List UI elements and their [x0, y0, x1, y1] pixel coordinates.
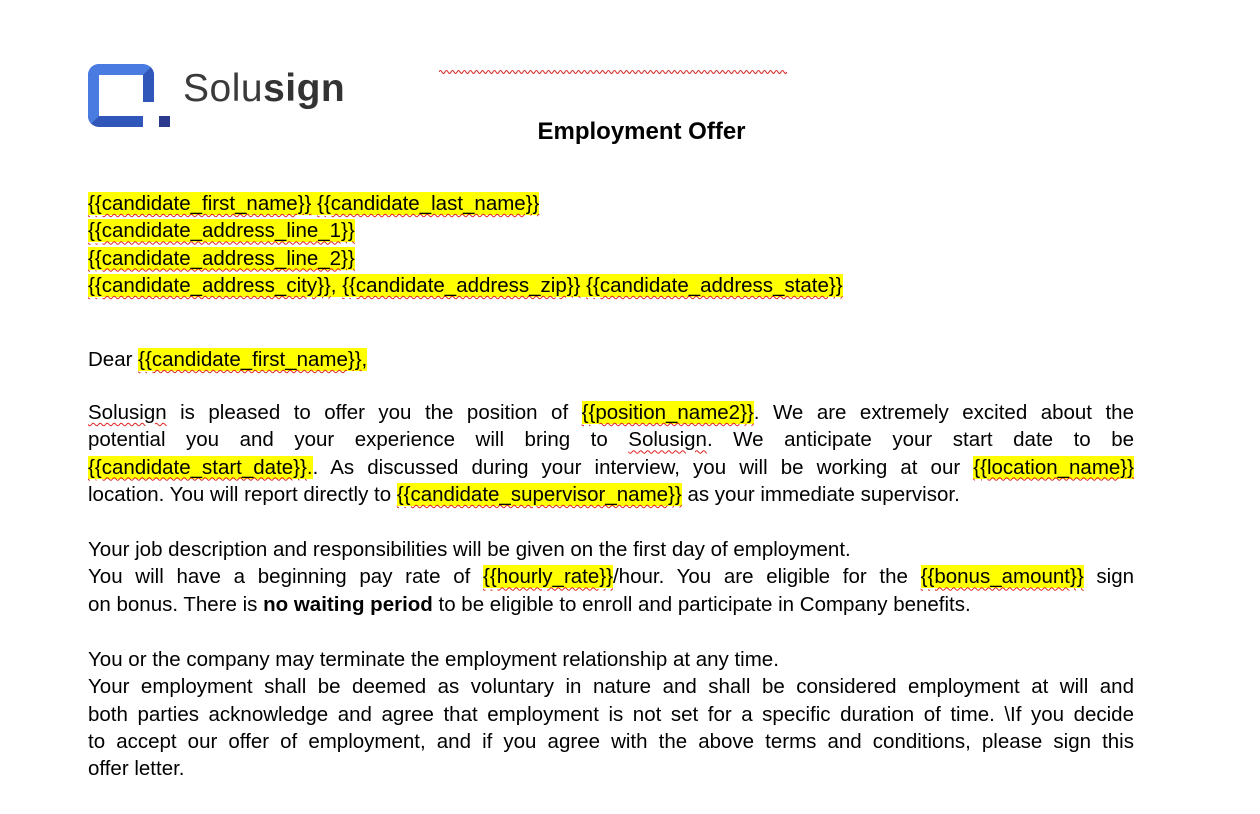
compensation-line-3: on bonus. There is no waiting period to be eligible to enroll and participate in Company benefits. — [88, 592, 971, 616]
termination-line-2: Your employment shall be deemed as voluntary in nature and shall be considered employment at will and — [88, 675, 1134, 699]
placeholder-greeting-name[interactable]: {{candidate_first_name}}, — [138, 348, 368, 371]
placeholder-start-date[interactable]: {{candidate_start_date}}. — [88, 455, 313, 479]
placeholder-location-name[interactable]: {{location_name}} — [973, 455, 1134, 479]
placeholder-address-line-1[interactable]: {{candidate_address_line_1}} — [88, 219, 355, 243]
placeholder-address-state[interactable]: {{candidate_address_state}} — [586, 273, 843, 297]
compensation-line-1: Your job description and responsibilities will be given on the first day of employment. — [88, 538, 851, 561]
termination-line-4: to accept our offer of employment, and if you agree with the above terms and conditions, please sign this — [88, 729, 1134, 753]
candidate-address-block — [88, 190, 1134, 299]
logo-wordmark — [183, 69, 345, 108]
offer-paragraph — [88, 399, 1134, 508]
logo-text-bold: sign — [263, 67, 346, 110]
company-name: Solusign — [628, 428, 707, 452]
offer-line-4: location. You will report directly to {{candidate_supervisor_name}} as your immediate supervisor. — [88, 482, 960, 506]
company-name: Solusign — [88, 401, 167, 424]
placeholder-supervisor-name[interactable]: {{candidate_supervisor_name}} — [396, 482, 682, 506]
logo-text-light: Solu — [183, 67, 264, 110]
termination-line-3: both parties acknowledge and agree that employment is not set for a specific duration of time. \If you decide — [88, 702, 1134, 726]
spellcheck-squiggle-icon — [439, 69, 787, 75]
document-title: Employment Offer — [537, 118, 746, 145]
placeholder-address-city[interactable]: {{candidate_address_city}}, — [88, 274, 342, 297]
offer-line-2: potential you and your experience will bring to Solusign. We anticipate your start date to be — [88, 428, 1134, 452]
placeholder-hourly-rate[interactable]: {{hourly_rate}} — [483, 565, 613, 589]
termination-paragraph — [88, 646, 1134, 782]
placeholder-last-name[interactable]: {{candidate_last_name}} — [317, 192, 540, 215]
placeholder-first-name[interactable]: {{candidate_first_name}} — [88, 192, 317, 215]
offer-line-1: Solusign is pleased to offer you the position of {{position_name2}}. We are extremely excited about the — [88, 401, 1134, 424]
termination-line-5: offer letter. — [88, 757, 185, 781]
placeholder-address-zip[interactable]: {{candidate_address_zip}} — [342, 274, 586, 297]
termination-line-1: You or the company may terminate the employment relationship at any time. — [88, 648, 779, 671]
compensation-line-2: You will have a beginning pay rate of {{hourly_rate}}/hour. You are eligible for the {{bonus_amount}} sign — [88, 565, 1134, 589]
greeting-prefix: Dear — [88, 348, 139, 371]
placeholder-address-line-2[interactable]: {{candidate_address_line_2}} — [88, 246, 355, 270]
offer-line-3: {{candidate_start_date}}.. As discussed during your interview, you will be working at our {{location_name}} — [88, 455, 1134, 479]
placeholder-position-name[interactable]: {{position_name2}} — [581, 401, 754, 424]
compensation-paragraph — [88, 536, 1134, 618]
no-waiting-period-emphasis: no waiting period — [263, 592, 433, 616]
greeting-line — [88, 346, 1134, 373]
placeholder-bonus-amount[interactable]: {{bonus_amount}} — [920, 565, 1084, 589]
